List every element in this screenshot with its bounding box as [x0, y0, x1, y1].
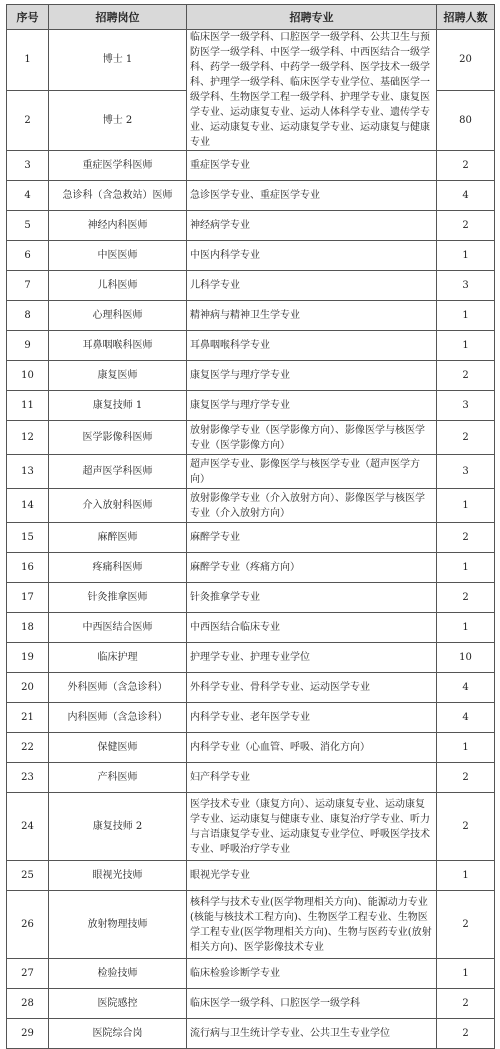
major-cell: 内科学专业（心血管、呼吸、消化方向）	[187, 733, 437, 763]
row-number: 25	[7, 861, 49, 891]
count-cell: 2	[437, 151, 495, 181]
table-row	[7, 673, 495, 703]
count-cell: 2	[437, 583, 495, 613]
count-cell: 3	[437, 391, 495, 421]
table-row	[7, 455, 495, 489]
position-cell: 外科医师（含急诊科）	[49, 673, 187, 703]
position-cell: 超声医学科医师	[49, 455, 187, 489]
table-row	[7, 241, 495, 271]
row-number: 12	[7, 421, 49, 455]
position-cell: 重症医学科医师	[49, 151, 187, 181]
row-number: 28	[7, 989, 49, 1019]
table-row	[7, 361, 495, 391]
count-cell: 4	[437, 673, 495, 703]
position-cell: 耳鼻咽喉科医师	[49, 331, 187, 361]
table-row	[7, 301, 495, 331]
major-cell: 麻醉学专业（疼痛方向）	[187, 553, 437, 583]
table-row	[7, 181, 495, 211]
table-row	[7, 271, 495, 301]
table-row	[7, 523, 495, 553]
row-number: 2	[7, 90, 49, 151]
major-cell: 中医内科学专业	[187, 241, 437, 271]
count-cell: 1	[437, 733, 495, 763]
table-header-row	[7, 5, 495, 30]
position-cell: 康复技师 2	[49, 793, 187, 861]
count-cell: 2	[437, 211, 495, 241]
row-number: 9	[7, 331, 49, 361]
row-number: 26	[7, 891, 49, 959]
position-cell: 医院综合岗	[49, 1019, 187, 1049]
table-row	[7, 553, 495, 583]
position-cell: 放射物理技师	[49, 891, 187, 959]
major-cell: 流行病与卫生统计学专业、公共卫生专业学位	[187, 1019, 437, 1049]
count-cell: 20	[437, 30, 495, 91]
table-row	[7, 421, 495, 455]
major-cell: 康复医学与理疗学专业	[187, 391, 437, 421]
major-cell: 麻醉学专业	[187, 523, 437, 553]
count-cell: 10	[437, 643, 495, 673]
row-number: 7	[7, 271, 49, 301]
major-cell: 临床检验诊断学专业	[187, 959, 437, 989]
major-cell: 临床医学一级学科、口腔医学一级学科	[187, 989, 437, 1019]
position-cell: 眼视光技师	[49, 861, 187, 891]
row-number: 8	[7, 301, 49, 331]
table-row	[7, 1019, 495, 1049]
count-cell: 2	[437, 793, 495, 861]
header-no: 序号	[7, 5, 49, 30]
table-row	[7, 489, 495, 523]
position-cell: 介入放射科医师	[49, 489, 187, 523]
position-cell: 急诊科（含急救站）医师	[49, 181, 187, 211]
count-cell: 2	[437, 1019, 495, 1049]
table-row	[7, 151, 495, 181]
row-number: 22	[7, 733, 49, 763]
major-cell: 放射影像学专业（介入放射方向）、影像医学与核医学专业（介入放射方向）	[187, 489, 437, 523]
table-row	[7, 331, 495, 361]
row-number: 16	[7, 553, 49, 583]
major-cell: 针灸推拿学专业	[187, 583, 437, 613]
major-cell: 内科学专业、老年医学专业	[187, 703, 437, 733]
count-cell: 1	[437, 613, 495, 643]
position-cell: 心理科医师	[49, 301, 187, 331]
row-number: 15	[7, 523, 49, 553]
table-row	[7, 391, 495, 421]
table-row	[7, 703, 495, 733]
table-row	[7, 30, 495, 91]
position-cell: 医院感控	[49, 989, 187, 1019]
count-cell: 1	[437, 301, 495, 331]
major-cell-merged: 临床医学一级学科、口腔医学一级学科、公共卫生与预防医学一级学科、中医学一级学科、中西医结合一级学科、药学一级学科、中药学一级学科、医学技术一级学科、护理学一级学科、临床医学专业学位、基础医学一级学科、生物医学工程一级学科、护理学专业、康复医学专业、运动康复专业、运动人体科学专业、遗传学专业、运动康复专业、运动康复学专业、运动康复与健康专业	[187, 30, 437, 151]
position-cell: 麻醉医师	[49, 523, 187, 553]
major-cell: 重症医学专业	[187, 151, 437, 181]
position-cell: 临床护理	[49, 643, 187, 673]
table-row	[7, 793, 495, 861]
row-number: 14	[7, 489, 49, 523]
major-cell: 核科学与技术专业(医学物理相关方向)、能源动力专业(核能与核技术工程方向)、生物医学工程专业、生物医学工程专业(医学物理相关方向)、生物与医药专业(放射相关方向)、医学影像技术专业	[187, 891, 437, 959]
row-number: 4	[7, 181, 49, 211]
table-row	[7, 891, 495, 959]
major-cell: 儿科学专业	[187, 271, 437, 301]
position-cell: 博士 1	[49, 30, 187, 91]
table-row	[7, 643, 495, 673]
major-cell: 超声医学专业、影像医学与核医学专业（超声医学方向）	[187, 455, 437, 489]
row-number: 27	[7, 959, 49, 989]
major-cell: 急诊医学专业、重症医学专业	[187, 181, 437, 211]
position-cell: 中医医师	[49, 241, 187, 271]
row-number: 13	[7, 455, 49, 489]
position-cell: 医学影像科医师	[49, 421, 187, 455]
major-cell: 护理学专业、护理专业学位	[187, 643, 437, 673]
count-cell: 2	[437, 891, 495, 959]
major-cell: 放射影像学专业（医学影像方向）、影像医学与核医学专业（医学影像方向）	[187, 421, 437, 455]
row-number: 3	[7, 151, 49, 181]
count-cell: 1	[437, 959, 495, 989]
header-major: 招聘专业	[187, 5, 437, 30]
row-number: 23	[7, 763, 49, 793]
major-cell: 康复医学与理疗学专业	[187, 361, 437, 391]
major-cell: 医学技术专业（康复方向）、运动康复专业、运动康复学专业、运动康复与健康专业、康复治疗学专业、听力与言语康复学专业、运动康复专业学位、呼吸医学技术专业、呼吸治疗学专业	[187, 793, 437, 861]
count-cell: 2	[437, 523, 495, 553]
position-cell: 内科医师（含急诊科）	[49, 703, 187, 733]
position-cell: 博士 2	[49, 90, 187, 151]
recruitment-table	[6, 4, 495, 1049]
table-row	[7, 211, 495, 241]
count-cell: 1	[437, 553, 495, 583]
major-cell: 精神病与精神卫生学专业	[187, 301, 437, 331]
count-cell: 3	[437, 455, 495, 489]
count-cell: 1	[437, 861, 495, 891]
row-number: 1	[7, 30, 49, 91]
table-row	[7, 613, 495, 643]
major-cell: 外科学专业、骨科学专业、运动医学专业	[187, 673, 437, 703]
count-cell: 2	[437, 989, 495, 1019]
position-cell: 神经内科医师	[49, 211, 187, 241]
major-cell: 眼视光学专业	[187, 861, 437, 891]
position-cell: 康复医师	[49, 361, 187, 391]
count-cell: 2	[437, 421, 495, 455]
table-row	[7, 583, 495, 613]
row-number: 11	[7, 391, 49, 421]
row-number: 19	[7, 643, 49, 673]
table-row	[7, 763, 495, 793]
major-cell: 中西医结合临床专业	[187, 613, 437, 643]
count-cell: 1	[437, 241, 495, 271]
count-cell: 1	[437, 331, 495, 361]
count-cell: 2	[437, 361, 495, 391]
row-number: 24	[7, 793, 49, 861]
count-cell: 2	[437, 763, 495, 793]
count-cell: 4	[437, 181, 495, 211]
row-number: 20	[7, 673, 49, 703]
position-cell: 产科医师	[49, 763, 187, 793]
position-cell: 中西医结合医师	[49, 613, 187, 643]
header-position: 招聘岗位	[49, 5, 187, 30]
row-number: 10	[7, 361, 49, 391]
row-number: 29	[7, 1019, 49, 1049]
table-row	[7, 989, 495, 1019]
position-cell: 康复技师 1	[49, 391, 187, 421]
position-cell: 针灸推拿医师	[49, 583, 187, 613]
major-cell: 妇产科学专业	[187, 763, 437, 793]
header-count: 招聘人数	[437, 5, 495, 30]
table-body	[7, 30, 495, 1049]
row-number: 21	[7, 703, 49, 733]
position-cell: 儿科医师	[49, 271, 187, 301]
table-row	[7, 959, 495, 989]
count-cell: 4	[437, 703, 495, 733]
table-row	[7, 861, 495, 891]
row-number: 17	[7, 583, 49, 613]
row-number: 18	[7, 613, 49, 643]
position-cell: 保健医师	[49, 733, 187, 763]
position-cell: 疼痛科医师	[49, 553, 187, 583]
major-cell: 神经病学专业	[187, 211, 437, 241]
count-cell: 1	[437, 489, 495, 523]
position-cell: 检验技师	[49, 959, 187, 989]
major-cell: 耳鼻咽喉科学专业	[187, 331, 437, 361]
table-row	[7, 733, 495, 763]
row-number: 5	[7, 211, 49, 241]
count-cell: 80	[437, 90, 495, 151]
count-cell: 3	[437, 271, 495, 301]
row-number: 6	[7, 241, 49, 271]
